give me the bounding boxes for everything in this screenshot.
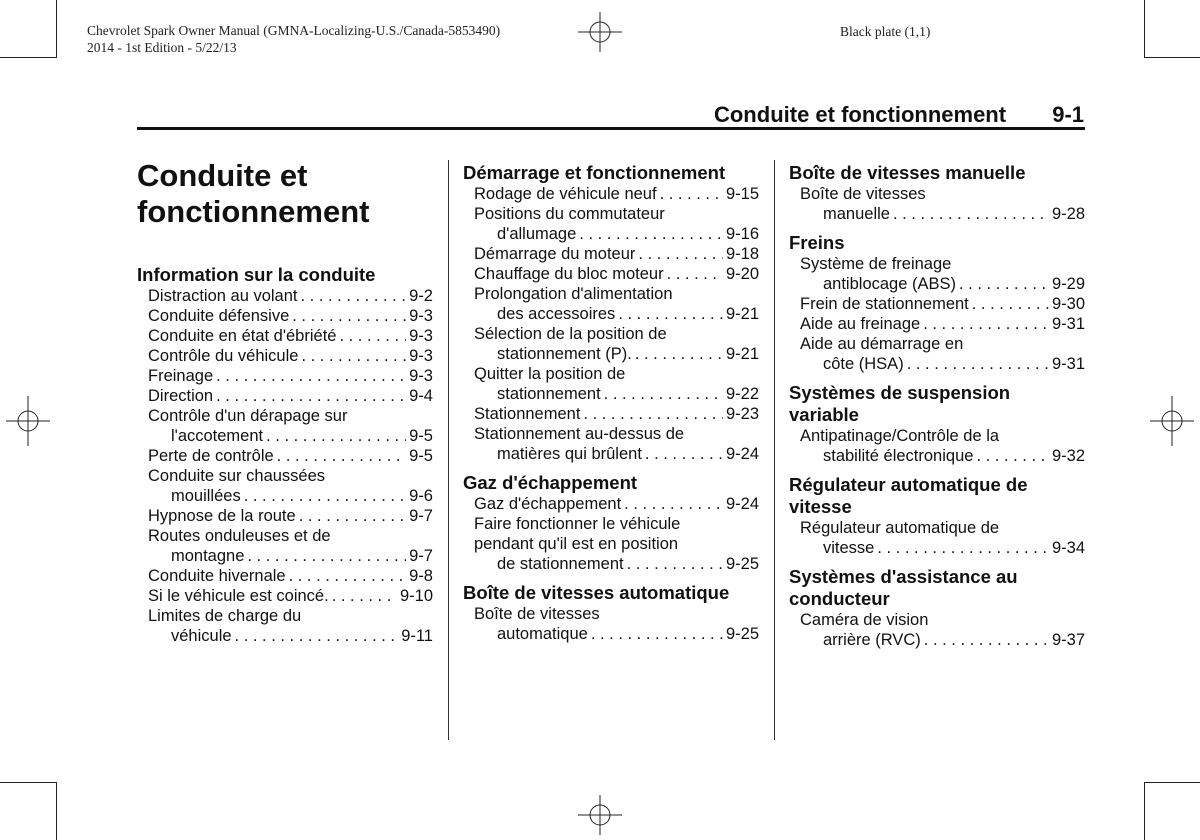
toc-page-ref: 9-25 [725,555,759,573]
section-heading: Régulateur automatique de vitesse [789,474,1028,517]
toc-page-ref: 9-30 [1051,295,1085,313]
dot-leader [332,586,397,606]
toc-entry-text: Gaz d'échappement [474,495,622,513]
toc-entry-text: Antipatinage/Contrôle de la [800,427,1000,445]
toc-entry-text: des accessoires [497,305,616,323]
crop-mark [0,57,56,58]
section-heading: Boîte de vitesses automatique [463,582,730,603]
toc-entry[interactable] [789,610,1085,650]
running-head-title: Conduite et fonctionnement [713,102,1007,127]
crop-mark [0,782,56,783]
toc-page-ref: 9-6 [409,487,433,505]
toc-entry[interactable] [789,314,1085,334]
crop-mark [56,0,57,58]
header-rule [137,127,1085,130]
toc-entry-text: Boîte de vitesses [800,185,926,203]
column-divider [448,160,449,740]
dot-leader [877,538,1049,558]
section-heading: Information sur la conduite [137,264,376,285]
toc-entry[interactable] [137,406,433,446]
toc-column-1 [137,264,433,646]
toc-page-ref: 9-25 [725,625,759,643]
toc-entry[interactable] [137,346,433,366]
toc-entry[interactable] [463,184,759,204]
toc-entry[interactable] [463,404,759,424]
toc-entry-text: Rodage de véhicule neuf [474,185,657,203]
toc-page-ref: 9-4 [409,387,433,405]
toc-page-ref: 9-24 [725,495,759,513]
toc-entry-text: Prolongation d'alimentation [474,285,673,303]
chapter-title-line1: Conduite et [137,158,308,193]
toc-entry[interactable] [137,446,433,466]
toc-page-ref: 9-16 [725,225,759,243]
toc-entry[interactable] [137,286,433,306]
plate-label: Black plate (1,1) [840,24,931,39]
dot-leader [604,384,723,404]
dot-leader [583,404,723,424]
toc-entry-text: Contrôle du véhicule [148,347,299,365]
toc-entry-text: matières qui brûlent [497,445,642,463]
toc-entry[interactable] [463,284,759,324]
toc-entry[interactable] [789,254,1085,294]
toc-entry-text: Quitter la position de [474,365,626,383]
print-header [87,22,500,56]
dot-leader [645,444,723,464]
toc-entry-text: Frein de stationnement [800,295,969,313]
toc-entry-text: Limites de charge du [148,607,302,625]
toc-page-ref: 9-31 [1051,355,1085,373]
print-header-line2: 2014 - 1st Edition - 5/22/13 [87,40,237,55]
dot-leader [893,204,1049,224]
dot-leader [579,224,723,244]
crop-mark [1144,782,1145,840]
registration-mark-left [6,396,50,446]
toc-page-ref: 9-5 [409,447,433,465]
dot-leader [959,274,1049,294]
crop-mark [1144,0,1145,58]
registration-mark-top [578,12,622,52]
toc-page-ref: 9-18 [725,245,759,263]
dot-leader [299,506,406,526]
registration-mark-bottom [578,795,622,835]
toc-entry[interactable] [463,364,759,404]
toc-entry[interactable] [463,204,759,244]
toc-entry-text: montagne [171,547,245,565]
dot-leader [277,446,406,466]
dot-leader [216,366,406,386]
dot-leader [247,546,406,566]
toc-entry-text: Si le véhicule est coincé. [148,587,329,605]
dot-leader [638,244,723,264]
dot-leader [972,294,1049,314]
toc-entry[interactable] [463,324,759,364]
toc-entry-text: Faire fonctionner le véhicule [474,515,681,533]
toc-entry[interactable] [463,264,759,284]
dot-leader [976,446,1049,466]
toc-page-ref: 9-32 [1051,447,1085,465]
dot-leader [923,314,1049,334]
toc-entry[interactable] [789,426,1085,466]
dot-leader [301,346,406,366]
toc-page-ref: 9-23 [725,405,759,423]
toc-entry[interactable] [137,566,433,586]
column-divider [774,160,775,740]
dot-leader [339,326,406,346]
section-heading: Freins [789,232,845,253]
toc-entry-text: pendant qu'il est en position [474,535,679,553]
toc-entry-text: Conduite défensive [148,307,290,325]
dot-leader [591,624,723,644]
dot-leader [216,386,406,406]
toc-entry[interactable] [137,326,433,346]
toc-page-ref: 9-10 [399,587,433,605]
toc-entry-text: Aide au démarrage en [800,335,964,353]
toc-entry-text: mouillées [171,487,241,505]
toc-column-2 [463,162,759,644]
toc-page-ref: 9-7 [409,547,433,565]
toc-entry[interactable] [137,366,433,386]
dot-leader [301,286,407,306]
toc-entry-text: Conduite en état d'ébriété [148,327,337,345]
toc-entry-text: de stationnement [497,555,624,573]
page-number: 9-1 [1052,102,1084,127]
section-heading: Boîte de vitesses manuelle [789,162,1026,183]
print-header-line1: Chevrolet Spark Owner Manual (GMNA-Localizing-U.S./Canada-5853490) [87,23,501,38]
toc-page-ref: 9-7 [409,507,433,525]
toc-entry-text: Perte de contrôle [148,447,274,465]
toc-page-ref: 9-3 [409,307,433,325]
dot-leader [235,626,399,646]
toc-entry-text: Caméra de vision [800,611,929,629]
toc-page-ref: 9-28 [1051,205,1085,223]
toc-entry-text: manuelle [823,205,890,223]
toc-entry-text: Sélection de la position de [474,325,667,343]
toc-entry[interactable] [789,518,1085,558]
dot-leader [292,306,406,326]
running-head [714,102,1084,128]
dot-leader [627,554,723,574]
toc-entry-text: vitesse [823,539,875,557]
toc-page-ref: 9-34 [1051,539,1085,557]
toc-entry[interactable] [789,334,1085,374]
toc-page-ref: 9-20 [725,265,759,283]
toc-entry-text: Système de freinage [800,255,952,273]
toc-entry-text: Direction [148,387,214,405]
dot-leader [244,486,406,506]
section-heading: Démarrage et fonctionnement [463,162,726,183]
dot-leader [660,184,723,204]
toc-column-3 [789,162,1085,650]
toc-entry[interactable] [789,184,1085,224]
toc-entry-text: stationnement (P). [497,345,632,363]
toc-entry-text: Démarrage du moteur [474,245,636,263]
toc-page-ref: 9-31 [1051,315,1085,333]
toc-page-ref: 9-37 [1051,631,1085,649]
toc-page-ref: 9-8 [409,567,433,585]
toc-entry-text: Chauffage du bloc moteur [474,265,664,283]
toc-entry[interactable] [137,306,433,326]
dot-leader [635,344,723,364]
toc-entry[interactable] [463,514,759,574]
toc-entry-text: Conduite hivernale [148,567,286,585]
toc-entry-text: Régulateur automatique de [800,519,1000,537]
dot-leader [667,264,723,284]
crop-mark [1145,782,1200,783]
toc-page-ref: 9-21 [725,305,759,323]
dot-leader [624,494,723,514]
toc-page-ref: 9-15 [725,185,759,203]
toc-page-ref: 9-3 [409,367,433,385]
dot-leader [907,354,1049,374]
toc-entry-text: l'accotement [171,427,264,445]
toc-page-ref: 9-21 [725,345,759,363]
toc-page-ref: 9-5 [409,427,433,445]
toc-entry[interactable] [137,466,433,506]
crop-mark [56,782,57,840]
toc-entry-text: Hypnose de la route [148,507,296,525]
toc-entry[interactable] [463,604,759,644]
toc-entry-text: Boîte de vitesses [474,605,600,623]
toc-page-ref: 9-2 [409,287,433,305]
toc-entry[interactable] [463,424,759,464]
chapter-title [137,158,370,230]
section-heading: Systèmes de suspension variable [789,382,1011,425]
toc-entry-text: Conduite sur chaussées [148,467,326,485]
toc-page-ref: 9-3 [409,327,433,345]
toc-entry-text: stationnement [497,385,601,403]
toc-entry-text: Freinage [148,367,214,385]
dot-leader [266,426,406,446]
toc-entry[interactable] [463,494,759,514]
dot-leader [924,630,1049,650]
toc-entry-text: Distraction au volant [148,287,298,305]
toc-page-ref: 9-29 [1051,275,1085,293]
section-heading: Gaz d'échappement [463,472,638,493]
toc-entry[interactable] [137,526,433,566]
toc-entry-text: antiblocage (ABS) [823,275,956,293]
dot-leader [618,304,723,324]
toc-entry[interactable] [463,244,759,264]
crop-mark [1145,57,1200,58]
toc-entry[interactable] [137,506,433,526]
toc-entry-text: arrière (RVC) [823,631,921,649]
toc-entry-text: côte (HSA) [823,355,904,373]
toc-entry[interactable] [137,386,433,406]
toc-entry[interactable] [137,586,433,606]
toc-entry-text: Routes onduleuses et de [148,527,331,545]
dot-leader [289,566,407,586]
toc-entry-text: Contrôle d'un dérapage sur [148,407,348,425]
toc-entry[interactable] [137,606,433,646]
toc-page-ref: 9-3 [409,347,433,365]
toc-entry-text: Stationnement [474,405,581,423]
registration-mark-right [1150,396,1194,446]
section-heading: Systèmes d'assistance au conducteur [789,566,1018,609]
toc-entry-text: Stationnement au-dessus de [474,425,685,443]
toc-entry[interactable] [789,294,1085,314]
toc-entry-text: véhicule [171,627,232,645]
toc-page-ref: 9-22 [725,385,759,403]
chapter-title-line2: fonctionnement [137,194,370,229]
toc-entry-text: Positions du commutateur [474,205,665,223]
toc-entry-text: d'allumage [497,225,577,243]
toc-entry-text: automatique [497,625,588,643]
toc-entry-text: Aide au freinage [800,315,921,333]
toc-page-ref: 9-11 [401,627,433,645]
toc-entry-text: stabilité électronique [823,447,974,465]
toc-page-ref: 9-24 [725,445,759,463]
